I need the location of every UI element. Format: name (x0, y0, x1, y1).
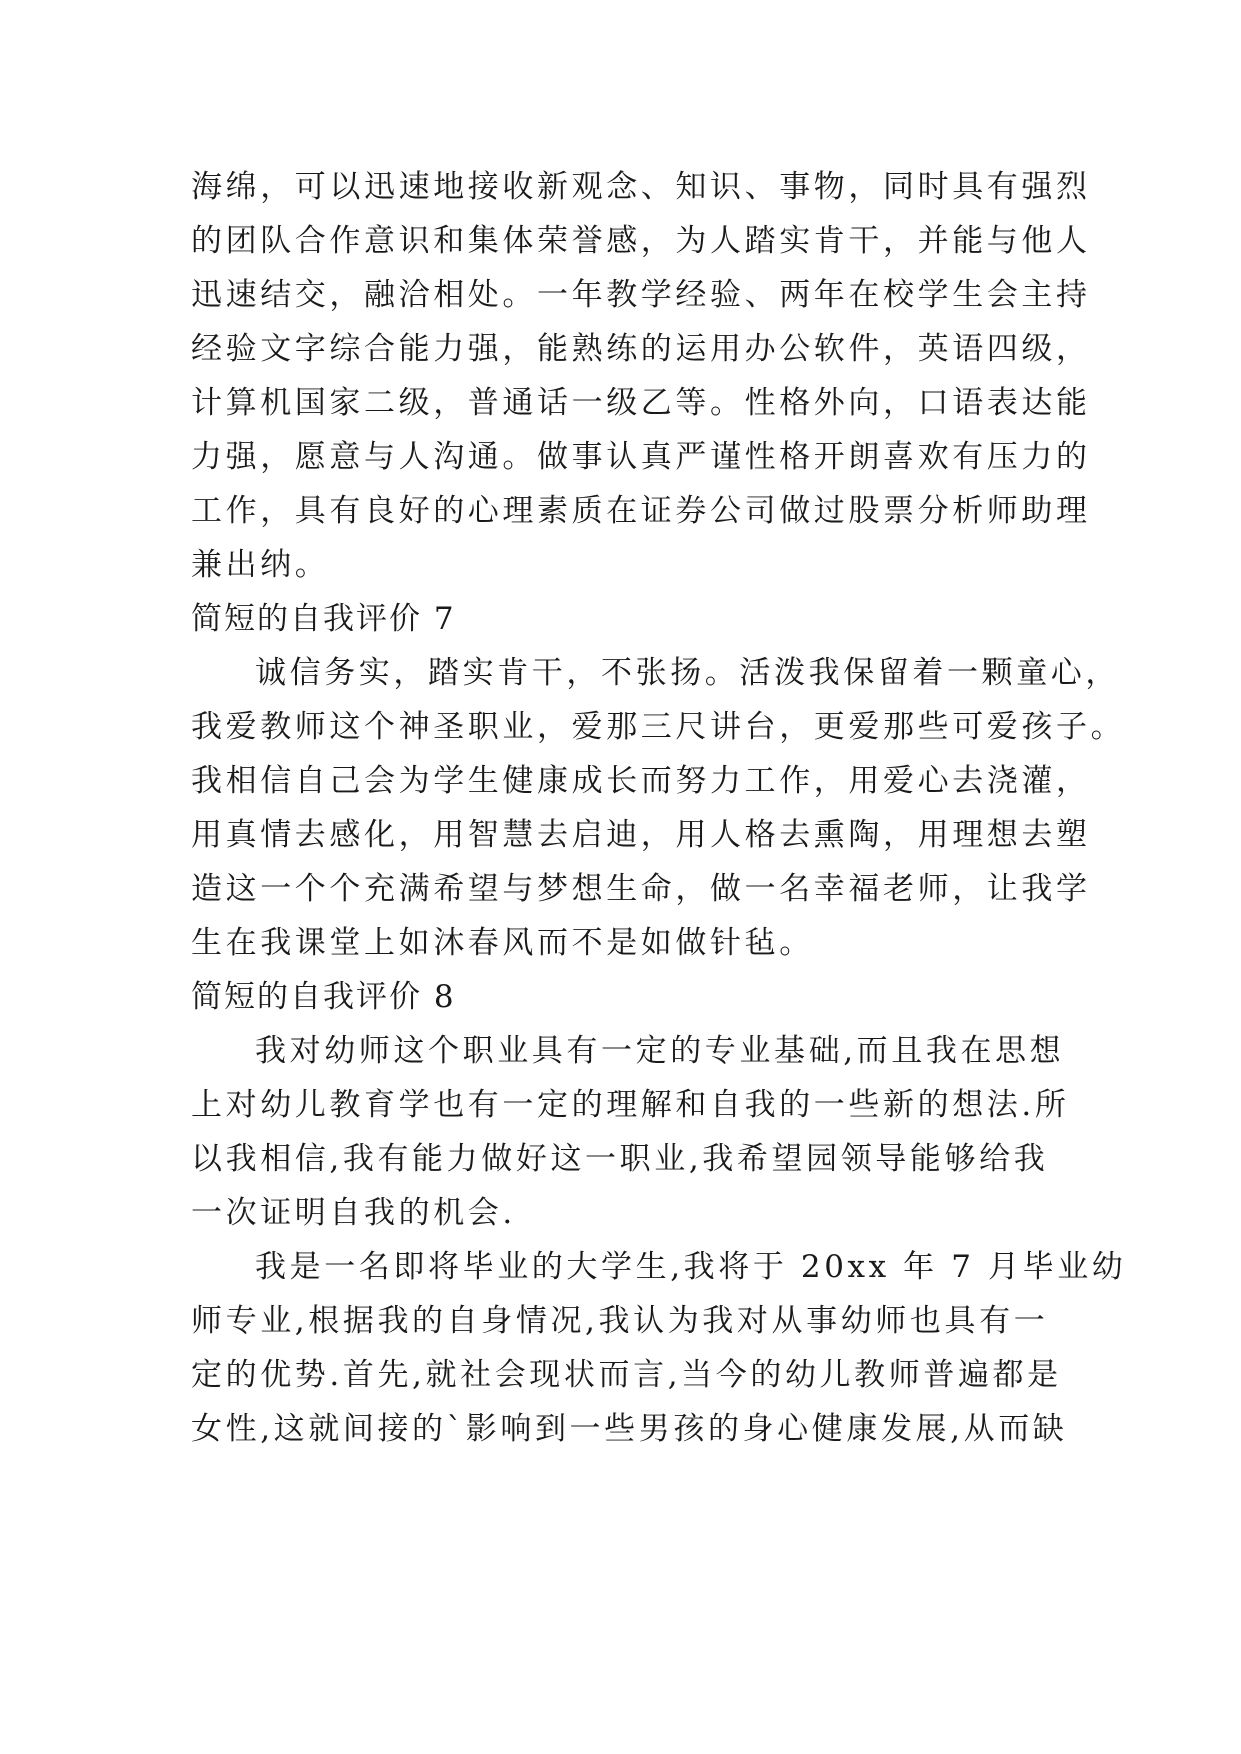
section-heading-8: 简短的自我评价 8 (191, 979, 456, 1015)
text-line: 师专业,根据我的自身情况,我认为我对从事幼师也具有一 (191, 1303, 1049, 1339)
text-line: 用真情去感化，用智慧去启迪，用人格去熏陶，用理想去塑 (191, 817, 1091, 853)
text-line: 的团队合作意识和集体荣誉感，为人踏实肯干，并能与他人 (191, 223, 1091, 259)
text-line: 上对幼儿教育学也有一定的理解和自我的一些新的想法.所 (191, 1087, 1070, 1123)
text-line: 迅速结交，融洽相处。一年教学经验、两年在校学生会主持 (191, 277, 1091, 313)
text-line: 女性,这就间接的`影响到一些男孩的身心健康发展,从而缺 (191, 1411, 1068, 1447)
text-line: 定的优势.首先,就社会现状而言,当今的幼儿教师普遍都是 (191, 1357, 1062, 1393)
text-line: 造这一个个充满希望与梦想生命，做一名幸福老师，让我学 (191, 871, 1091, 907)
document-page (191, 160, 1127, 1456)
paragraph-evaluation-8-b (191, 1240, 1127, 1456)
text-line: 以我相信,我有能力做好这一职业,我希望园领导能够给我 (191, 1141, 1049, 1177)
text-line: 我是一名即将毕业的大学生,我将于 20xx 年 7 月毕业幼 (255, 1249, 1127, 1285)
text-line: 生在我课堂上如沐春风而不是如做针毡。 (191, 925, 814, 961)
paragraph-evaluation-8-a (191, 1024, 1070, 1240)
section-heading-7: 简短的自我评价 7 (191, 601, 456, 637)
paragraph-intro-continuation (191, 160, 1091, 592)
text-line: 计算机国家二级，普通话一级乙等。性格外向，口语表达能 (191, 385, 1091, 421)
text-line: 一次证明自我的机会. (191, 1195, 516, 1231)
text-line: 工作，具有良好的心理素质在证券公司做过股票分析师助理 (191, 493, 1091, 529)
text-line: 我爱教师这个神圣职业，爱那三尺讲台，更爱那些可爱孩子。 (191, 709, 1126, 745)
text-line: 力强，愿意与人沟通。做事认真严谨性格开朗喜欢有压力的 (191, 439, 1091, 475)
text-line: 诚信务实，踏实肯干，不张扬。活泼我保留着一颗童心， (255, 655, 1120, 691)
text-line: 经验文字综合能力强，能熟练的运用办公软件，英语四级， (191, 331, 1091, 367)
text-line: 海绵，可以迅速地接收新观念、知识、事物，同时具有强烈 (191, 169, 1091, 205)
text-line: 兼出纳。 (191, 547, 330, 583)
text-line: 我相信自己会为学生健康成长而努力工作，用爱心去浇灌， (191, 763, 1091, 799)
paragraph-evaluation-7 (191, 646, 1126, 970)
text-line: 我对幼师这个职业具有一定的专业基础,而且我在思想 (255, 1033, 1065, 1069)
